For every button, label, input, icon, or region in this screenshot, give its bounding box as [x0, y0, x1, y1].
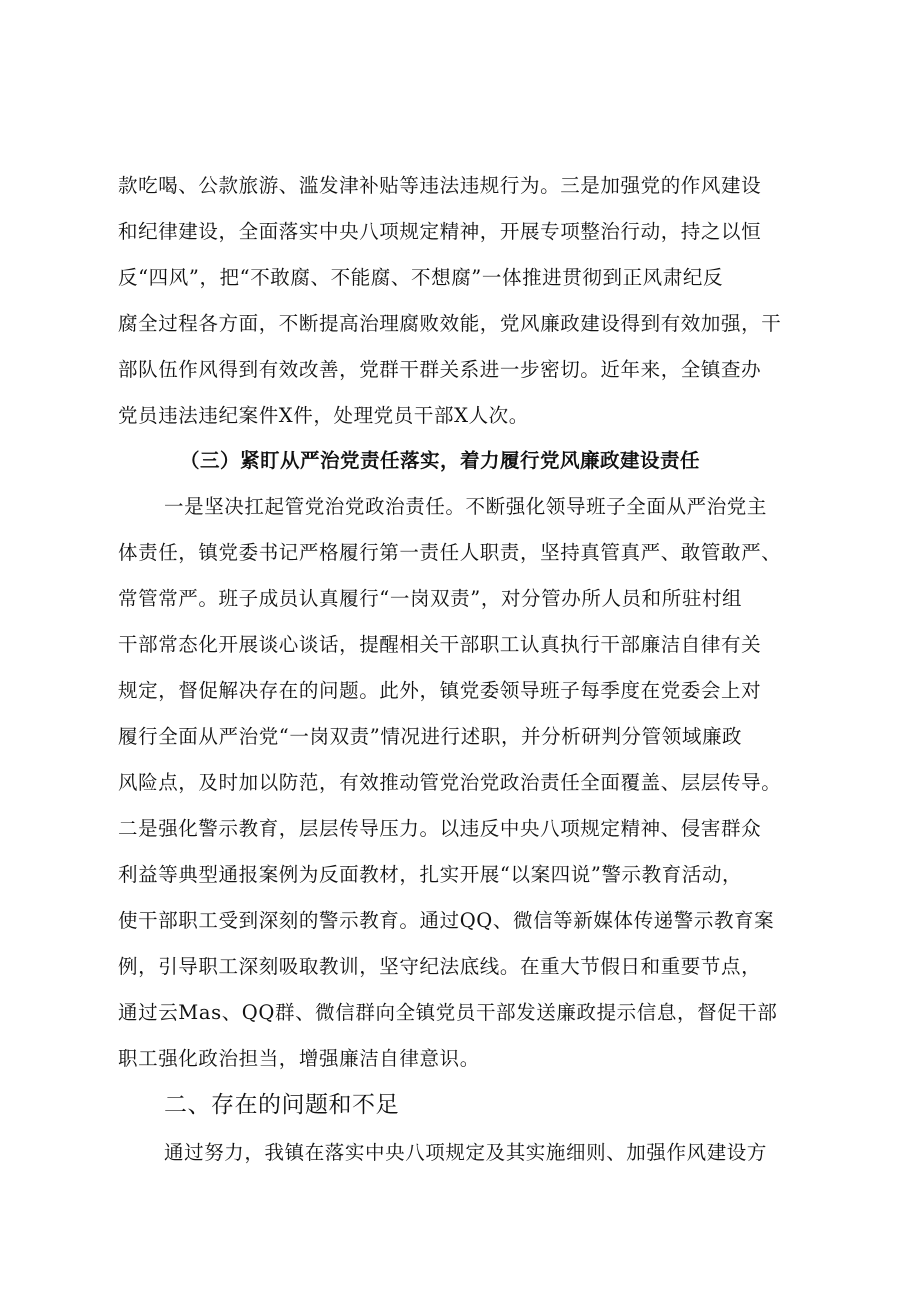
- paragraph-line: 职工强化政治担当，增强廉洁自律意识。: [118, 1047, 480, 1070]
- paragraph-line: 例，引导职工深刻吸取教训，坚守纪法底线。在重大节假日和重要节点，: [118, 955, 762, 978]
- paragraph-line: 通过努力，我镇在落实中央八项规定及其实施细则、加强作风建设方: [164, 1141, 768, 1164]
- paragraph-line: 规定，督促解决存在的问题。此外，镇党委领导班子每季度在党委会上对: [118, 679, 762, 702]
- paragraph-line: 一是坚决扛起管党治党政治责任。不断强化领导班子全面从严治党主: [164, 495, 768, 518]
- paragraph-line: 部队伍作风得到有效改善，党群干群关系进一步密切。近年来，全镇查办: [118, 358, 762, 381]
- section-subheading: （三）紧盯从严治党责任落实，着力履行党风廉政建设责任: [180, 449, 701, 472]
- section-heading: 二、存在的问题和不足: [164, 1092, 399, 1118]
- paragraph-line: 党员违法违纪案件X件，处理党员干部X人次。: [118, 404, 529, 427]
- paragraph-line: 使干部职工受到深刻的警示教育。通过QQ、微信等新媒体传递警示教育案: [118, 909, 775, 932]
- paragraph-line: 腐全过程各方面，不断提高治理腐败效能，党风廉政建设得到有效加强，干: [118, 312, 782, 335]
- paragraph-line: 体责任，镇党委书记严格履行第一责任人职责，坚持真管真严、敢管敢严、: [118, 541, 782, 564]
- paragraph-line: 利益等典型通报案例为反面教材，扎实开展“以案四说”警示教育活动，: [118, 863, 743, 886]
- paragraph-line: 履行全面从严治党“一岗双责”情况进行述职，并分析研判分管领域廉政: [118, 725, 743, 748]
- paragraph-line: 二是强化警示教育，层层传导压力。以违反中央八项规定精神、侵害群众: [118, 817, 762, 840]
- paragraph-line: 和纪律建设，全面落实中央八项规定精神，开展专项整治行动，持之以恒: [118, 220, 762, 243]
- paragraph-line: 反“四风”，把“不敢腐、不能腐、不想腐”一体推进贯彻到正风肃纪反: [118, 266, 724, 289]
- paragraph-line: 通过云Mas、QQ群、微信群向全镇党员干部发送廉政提示信息，督促干部: [118, 1001, 778, 1024]
- paragraph-line: 常管常严。班子成员认真履行“一岗双责”，对分管办所人员和所驻村组: [118, 587, 743, 610]
- paragraph-line: 干部常态化开展谈心谈话，提醒相关干部职工认真执行干部廉洁自律有关: [118, 633, 762, 656]
- paragraph-line: 款吃喝、公款旅游、滥发津补贴等违法违规行为。三是加强党的作风建设: [118, 174, 762, 197]
- paragraph-line: 风险点，及时加以防范，有效推动管党治党政治责任全面覆盖、层层传导。: [118, 771, 782, 794]
